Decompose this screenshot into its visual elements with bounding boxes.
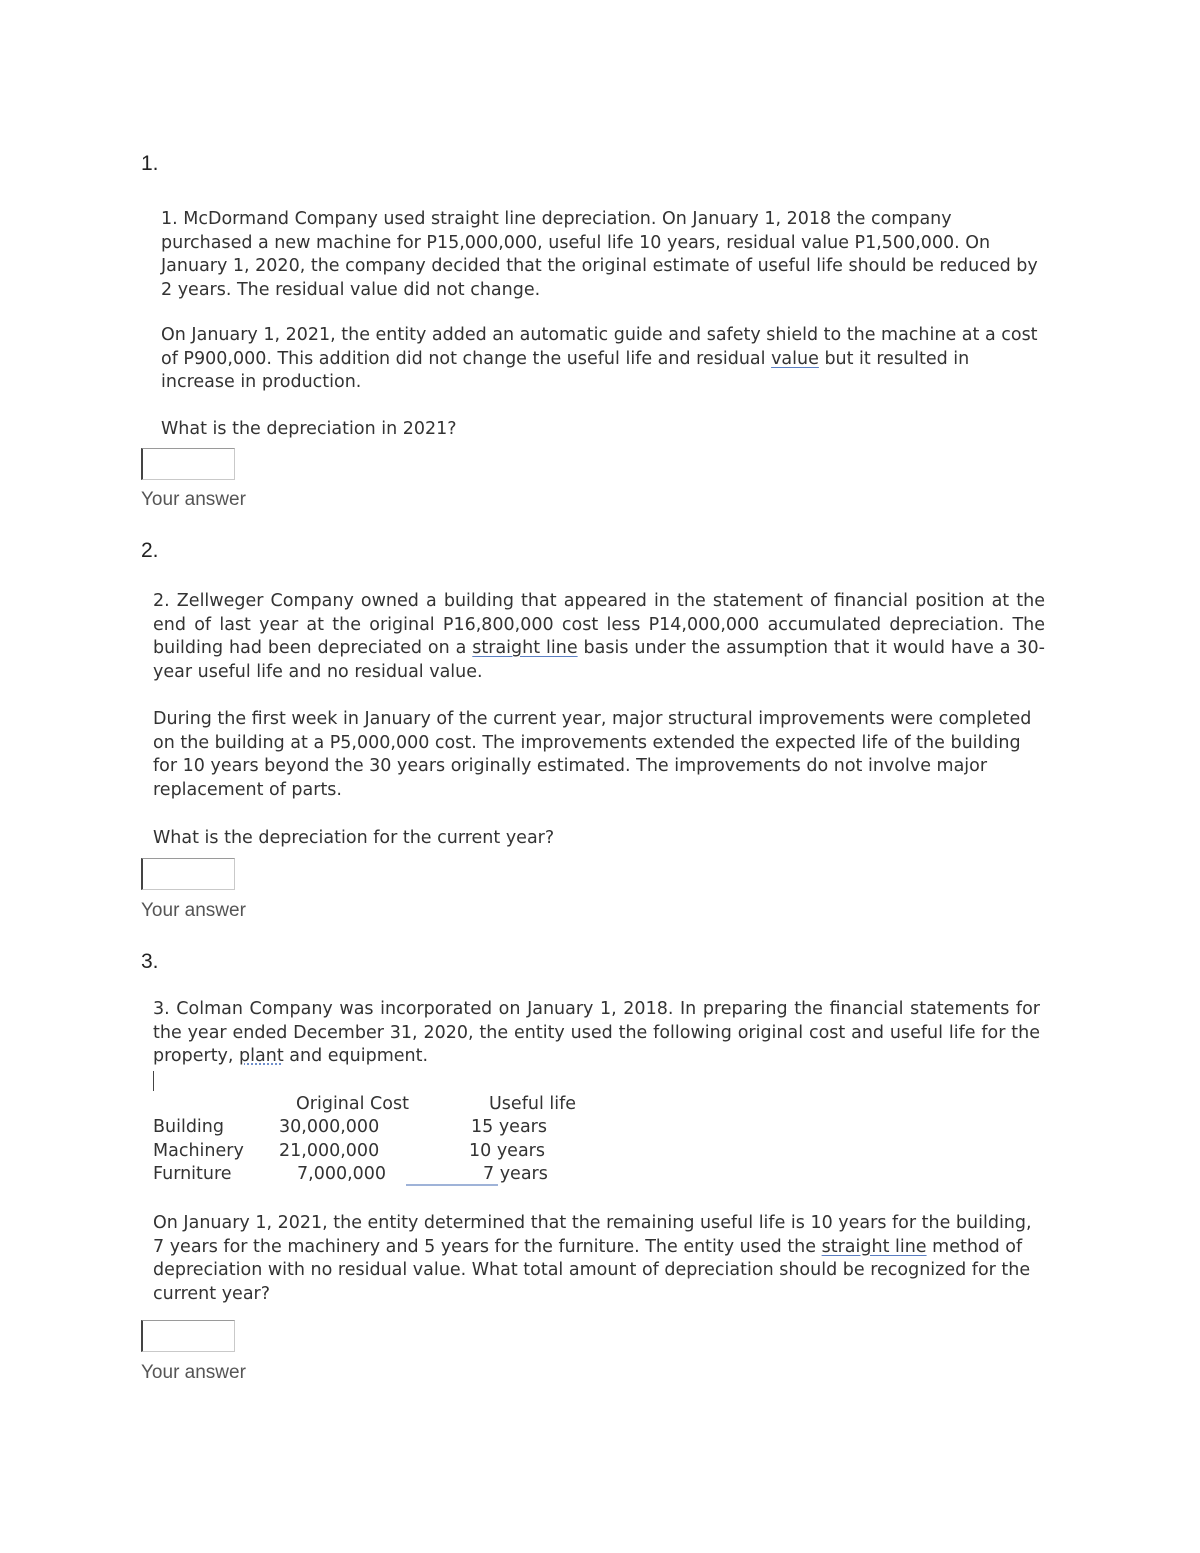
table-row-cost: 7,000,000 [297, 1164, 387, 1184]
question-3-underlined-word: plant [239, 1046, 284, 1066]
question-1-paragraph-1: 1. McDormand Company used straight line depreciation. On January 1, 2018 the company purchased a new machine for P15,000,000, useful life 10 years, residual value P1,500,000. On January 1, 2020, the company decided that the original estimate of useful life should be reduced by 2 years. The residual value did not change. [161, 209, 1038, 300]
question-3-underlined-phrase: straight line [821, 1236, 927, 1257]
question-1-answer-placeholder: Your answer [141, 489, 246, 510]
table-underline [406, 1184, 498, 1186]
table-row-life: 15 years [471, 1117, 547, 1137]
question-1-paragraph-2-text-b: but it resulted in increase in production. [161, 348, 970, 392]
table-row-life: 7 years [483, 1164, 548, 1184]
question-3-answer-placeholder: Your answer [141, 1362, 246, 1383]
question-2-paragraph-1-text-a: 2. Zellweger Company owned a building that appeared in the statement of financial position at the end of last year at the original P16,800,000 cost less P14,000,000 accumulated depreciation. The building had been depreciated on a [153, 591, 1045, 658]
question-3-paragraph-1-text-b: and equipment. [283, 1046, 429, 1066]
question-3-paragraph-2-text-b: method of depreciation with no residual value. What total amount of depreciation should be recognized for the current year? [153, 1236, 1031, 1304]
text-cursor [153, 1071, 154, 1091]
question-2-underlined-phrase: straight line [472, 638, 578, 658]
question-2-paragraph-1-text-b: basis under the assumption that it would have a 30-year useful life and no residual value. [153, 638, 1045, 682]
table-header-cost: Original Cost [296, 1094, 409, 1114]
question-2-prompt: What is the depreciation for the current year? [153, 828, 555, 848]
question-2-paragraph-2: During the first week in January of the current year, major structural improvements were completed on the building at a P5,000,000 cost. The improvements extended the expected life of the building for 10 years beyond the 30 years originally estimated. The improvements do not involve major replacement of parts. [153, 709, 1032, 800]
question-1-underlined-word: value [771, 348, 819, 369]
question-3-paragraph-1-text-a: 3. Colman Company was incorporated on January 1, 2018. In preparing the financial statements for the year ended December 31, 2020, the entity used the following original cost and useful life for the property, [153, 999, 1040, 1066]
table-row-asset: Furniture [153, 1164, 232, 1184]
question-3-paragraph-2-text-a: On January 1, 2021, the entity determined that the remaining useful life is 10 years for the building, 7 years for the machinery and 5 years for the furniture. The entity used the [153, 1213, 1032, 1257]
question-1-paragraph-2 [161, 324, 1041, 395]
question-1-number: 1. [141, 152, 159, 175]
question-3-answer-input[interactable] [141, 1320, 235, 1352]
question-3-number: 3. [141, 950, 159, 973]
question-2-answer-placeholder: Your answer [141, 900, 246, 921]
question-3-paragraph-2 [153, 1212, 1040, 1306]
table-row-cost: 21,000,000 [279, 1141, 380, 1161]
question-3-paragraph-1 [153, 998, 1040, 1069]
table-row-asset: Building [153, 1117, 224, 1137]
question-2-answer-input[interactable] [141, 858, 235, 890]
table-row-life: 10 years [469, 1141, 545, 1161]
question-2-paragraph-1 [153, 590, 1045, 684]
table-row-asset: Machinery [153, 1141, 244, 1161]
question-1-answer-input[interactable] [141, 448, 235, 480]
table-row-cost: 30,000,000 [279, 1117, 380, 1137]
table-header-life: Useful life [489, 1094, 577, 1114]
question-1-prompt: What is the depreciation in 2021? [161, 419, 457, 439]
question-2-number: 2. [141, 539, 159, 562]
question-1-paragraph-2-text-a: On January 1, 2021, the entity added an automatic guide and safety shield to the machine at a cost of P900,000. This addition did not change the useful life and residual [161, 325, 1038, 369]
